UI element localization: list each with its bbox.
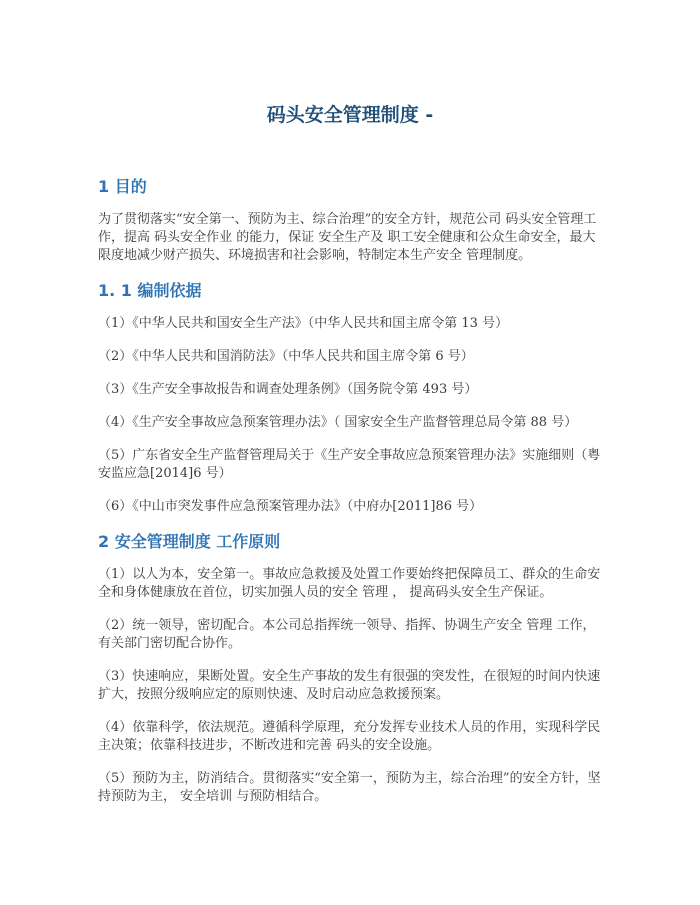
section-heading-purpose: 1 目的 — [98, 177, 147, 196]
section-heading-compilation-basis: 1. 1 编制依据 — [98, 281, 202, 300]
section-heading-work-principles: 2 安全管理制度 工作原则 — [98, 532, 281, 551]
principle-item-2: （2）统一领导，密切配合。本公司总指挥统一领导、指挥、协调生产安全 管理 工作，有关部门密切配合协作。 — [98, 618, 596, 651]
purpose-paragraph: 为了贯彻落实“安全第一、预防为主、综合治理”的安全方针，规范公司 码头安全管理工作，提高 码头安全作业 的能力，保证 安全生产及 职工安全健康和公众生命安全，最大限度地减少财产损失、环境损害和社会影响，特制定本生产安全 管理制度。 — [98, 212, 597, 263]
basis-item-4: （4）《生产安全事故应急预案管理办法》（ 国家安全生产监督管理总局令第 88 号） — [98, 415, 578, 430]
section-compilation-basis — [98, 280, 602, 516]
principle-item-1: （1）以人为本，安全第一。事故应急救援及处置工作要始终把保障员工、群众的生命安全和身体健康放在首位，切实加强人员的安全 管理 ， 提高码头安全生产保证。 — [98, 567, 601, 600]
basis-item-1: （1）《中华人民共和国安全生产法》（中华人民共和国主席令第 13 号） — [98, 316, 509, 331]
section-work-principles — [98, 531, 602, 806]
basis-item-6: （6）《中山市突发事件应急预案管理办法》（中府办[2011]86 号） — [98, 499, 483, 514]
basis-item-3: （3）《生产安全事故报告和调查处理条例》（国务院令第 493 号） — [98, 382, 478, 397]
basis-item-5: （5）广东省安全生产监督管理局关于《生产安全事故应急预案管理办法》实施细则（粤安监应急[2014]6 号） — [98, 448, 601, 481]
basis-item-2: （2）《中华人民共和国消防法》（中华人民共和国主席令第 6 号） — [98, 349, 474, 364]
principle-item-4: （4）依靠科学，依法规范。遵循科学原理，充分发挥专业技术人员的作用，实现科学民主决策；依靠科技进步，不断改进和完善 码头的安全设施。 — [98, 720, 601, 753]
document-title: 码头安全管理制度 - — [266, 104, 434, 126]
principle-item-3: （3）快速响应，果断处置。安全生产事故的发生有很强的突发性，在很短的时间内快速扩大，按照分级响应定的原则快速、及时启动应急救援预案。 — [98, 669, 601, 702]
principle-item-5: （5）预防为主，防消结合。贯彻落实“安全第一，预防为主，综合治理”的安全方针，坚持预防为主， 安全培训 与预防相结合。 — [98, 771, 601, 804]
section-purpose — [98, 176, 602, 265]
